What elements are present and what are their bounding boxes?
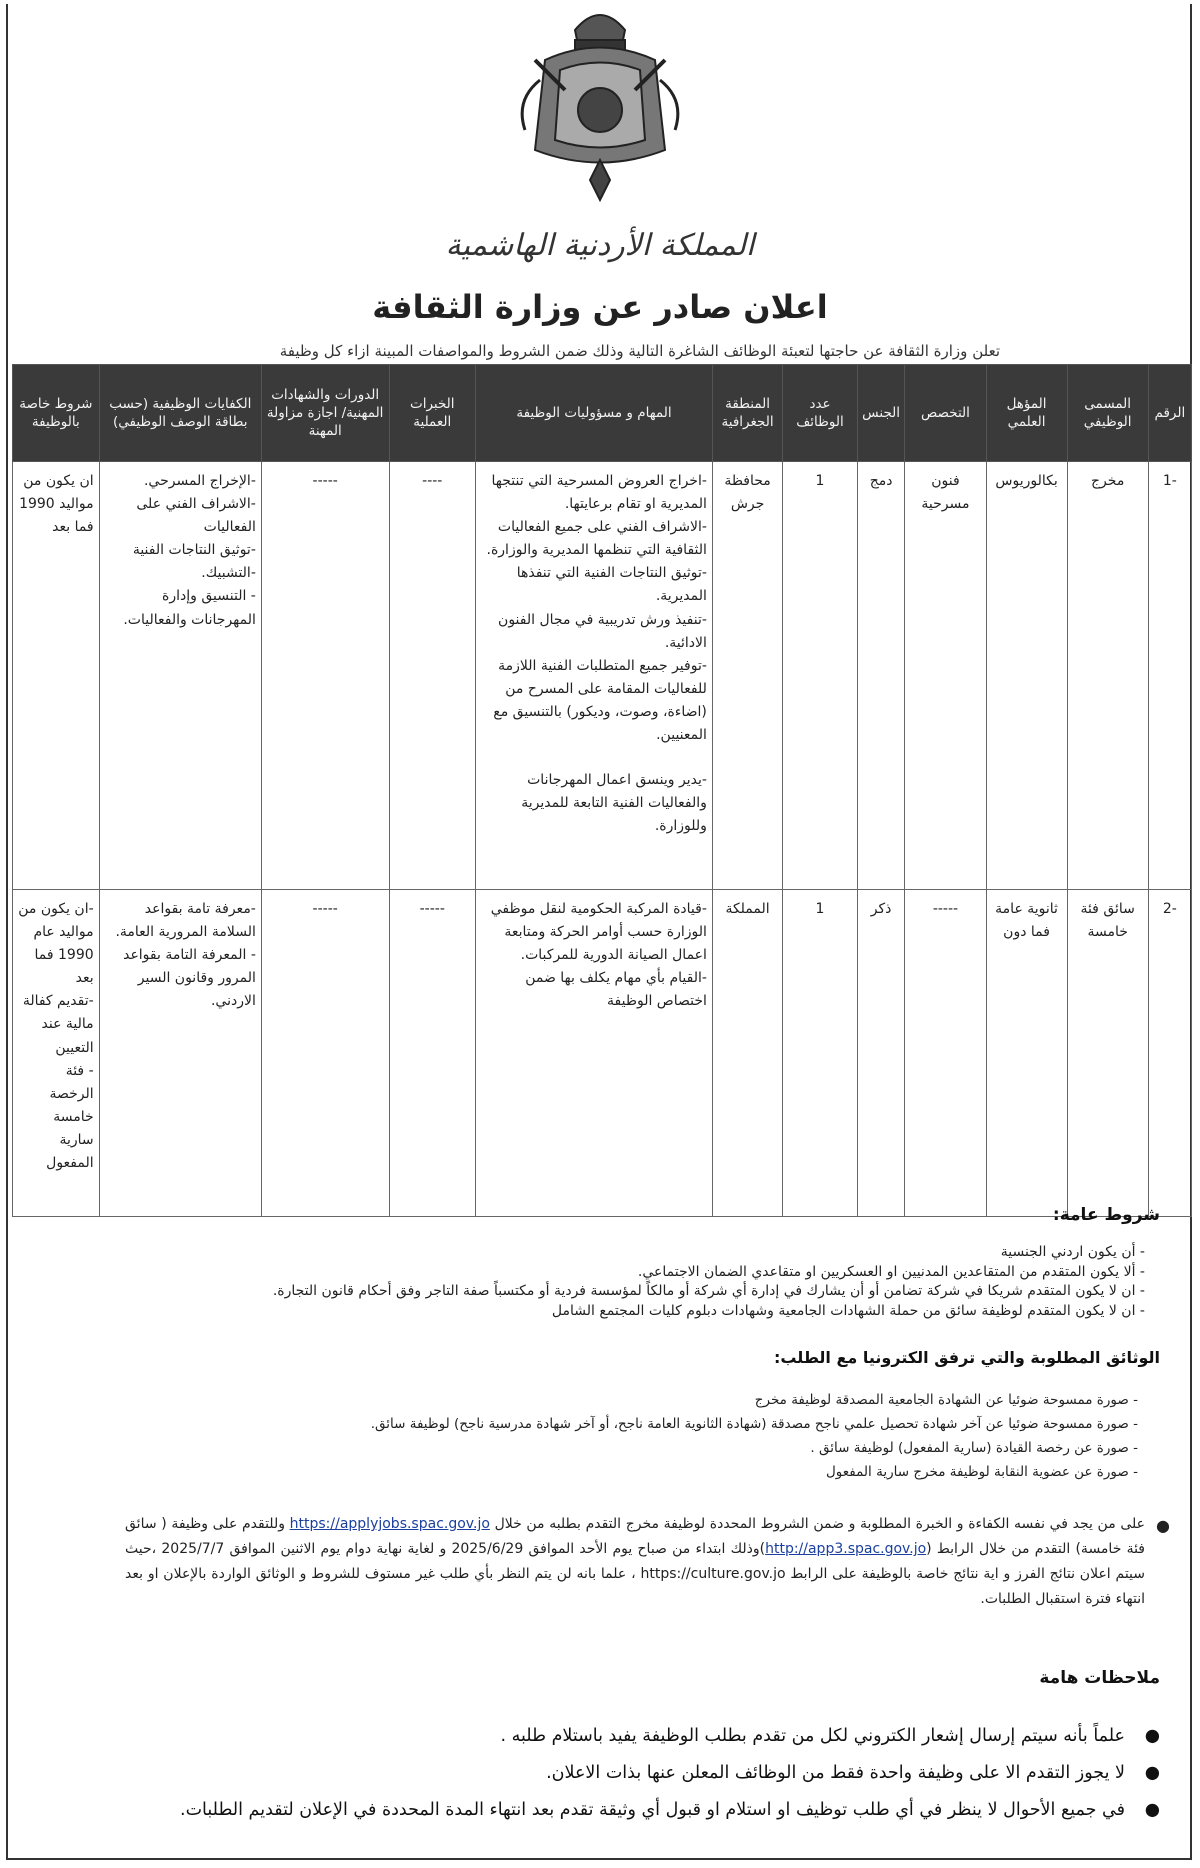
row-job-title: سائق فئة خامسة (1067, 890, 1148, 1217)
row-number: -2 (1148, 890, 1191, 1217)
competency-item: - المعرفة التامة بقواعد المرور وقانون السير الاردني. (123, 947, 256, 1010)
condition-item: - فئة الرخصة خامسة سارية المفعول (46, 1062, 94, 1172)
condition-item: -ان يكون من مواليد عام 1990 فما بعد (18, 901, 94, 987)
application-text-1: على من يجد في نفسه الكفاءة و الخبرة المطلوبة و ضمن الشروط المحددة لوظيفة مخرج التقدم بطلبه من خلال (494, 1516, 1146, 1532)
header-job-title: المسمى الوظيفي (1067, 365, 1148, 462)
header-special-conditions: شروط خاصة بالوظيفة (13, 365, 100, 462)
header-gender: الجنس (857, 365, 905, 462)
culture-link[interactable]: https://culture.gov.jo (640, 1566, 786, 1582)
header-number: الرقم (1148, 365, 1191, 462)
important-notes-title: ملاحظات هامة (1039, 1668, 1160, 1688)
header-duties: المهام و مسؤوليات الوظيفة (476, 365, 713, 462)
page-title: اعلان صادر عن وزارة الثقافة (372, 288, 828, 326)
row-specialization: ----- (905, 890, 986, 1217)
duty-item: -اخراج العروض المسرحية التي تنتجها المديرية او تقام برعايتها. (491, 473, 707, 513)
list-item: - صورة عن عضوية النقابة لوظيفة مخرج سارية المفعول (371, 1460, 1138, 1484)
competency-item: -التشبيك. (201, 565, 256, 582)
row-courses: ----- (261, 462, 389, 890)
bullet-icon: ● (1144, 1726, 1160, 1746)
duty-item: -القيام بأي مهام يكلف بها ضمن اختصاص الوظيفة (525, 970, 707, 1010)
bullet-icon: ● (1144, 1763, 1160, 1783)
apply-jobs-link[interactable]: https://applyjobs.spac.gov.jo (289, 1516, 490, 1532)
list-item (180, 1792, 1160, 1829)
row-qualification: ثانوية عامة فما دون (986, 890, 1067, 1217)
header-specialization: التخصص (905, 365, 986, 462)
competency-item: - التنسيق وإدارة المهرجانات والفعاليات. (123, 588, 256, 628)
list-item: - ألا يكون المتقدم من المتقاعدين المدنيين او العسكريين او متقاعدي الضمان الاجتماعي. (273, 1263, 1145, 1283)
duty-item: -يدير وينسق اعمال المهرجانات والفعاليات الفنية التابعة للمديرية وللوزارة. (521, 772, 707, 835)
documents-title: الوثائق المطلوبة والتي ترفق الكترونيا مع الطلب: (773, 1348, 1160, 1367)
intro-text: تعلن وزارة الثقافة عن حاجتها لتعبئة الوظائف الشاغرة التالية وذلك ضمن الشروط والمواصفات المبينة ازاء كل وظيفة (279, 342, 1000, 360)
table-row (13, 462, 1192, 890)
application-text-4: ، علما بانه لن يتم النظر بأي طلب غير مستوف للشروط و الوثائق الواردة بالإعلان او بعد انتهاء فترة استقبال الطلبات. (125, 1566, 1145, 1607)
note-text: لا يجوز التقدم الا على وظيفة واحدة فقط من الوظائف المعلن عنها بذات الاعلان. (546, 1763, 1125, 1783)
header-courses: الدورات والشهادات المهنية/ اجازة مزاولة المهنة (261, 365, 389, 462)
row-number: -1 (1148, 462, 1191, 890)
list-item: - صورة ممسوحة ضوئيا عن الشهادة الجامعية المصدقة لوظيفة مخرج (371, 1388, 1138, 1412)
list-item (180, 1718, 1160, 1755)
competency-item: -معرفة تامة بقواعد السلامة المرورية العامة. (115, 901, 256, 941)
table-row (13, 890, 1192, 1217)
duty-item: -توثيق النتاجات الفنية التي تنفذها المديرية. (516, 565, 707, 605)
jordan-coat-of-arms-icon (505, 0, 695, 215)
row-duties (476, 462, 713, 890)
row-job-title: مخرج (1067, 462, 1148, 890)
row-experience: ----- (389, 890, 476, 1217)
row-specialization: فنون مسرحية (905, 462, 986, 890)
header-experience: الخبرات العملية (389, 365, 476, 462)
general-conditions-title: شروط عامة: (1052, 1205, 1160, 1225)
duty-item: -الاشراف الفني على جميع الفعاليات الثقافية التي تنظمها المديرية والوزارة. (486, 519, 707, 559)
general-conditions-list (273, 1243, 1145, 1321)
row-gender: ذكر (857, 890, 905, 1217)
row-region: المملكة (712, 890, 782, 1217)
competency-item: -الاشراف الفني على الفعاليات (136, 496, 256, 536)
list-item: - صورة ممسوحة ضوئيا عن آخر شهادة تحصيل علمي ناجح مصدقة (شهادة الثانوية العامة ناجح، أو آخر شهادة مدرسية ناجح) لوظيفة سائق. (371, 1412, 1138, 1436)
row-competencies (99, 890, 261, 1217)
bullet-icon: ● (1144, 1800, 1160, 1820)
row-competencies (99, 462, 261, 890)
header-count: عدد الوظائف (783, 365, 858, 462)
row-qualification: بكالوريوس (986, 462, 1067, 890)
row-courses: ----- (261, 890, 389, 1217)
competency-item: -الإخراج المسرحي. (143, 473, 256, 489)
row-special-conditions (13, 890, 100, 1217)
list-item: - ان لا يكون المتقدم لوظيفة سائق من حملة الشهادات الجامعية وشهادات دبلوم كليات المجتمع الشامل (273, 1302, 1145, 1322)
row-count: 1 (783, 890, 858, 1217)
bullet-icon: ● (1156, 1516, 1170, 1535)
competency-item: -توثيق النتاجات الفنية (132, 542, 256, 559)
kingdom-name: المملكة الأردنية الهاشمية (445, 228, 755, 263)
app3-link[interactable]: http://app3.spac.gov.jo (765, 1541, 927, 1557)
row-duties (476, 890, 713, 1217)
list-item: - ان لا يكون المتقدم شريكا في شركة تضامن أو أن يشارك في إدارة أي شركة أو مالكاً لمؤسسة فردية أو مكتسباً صفة التاجر وفق أحكام قانون التجارة. (273, 1282, 1145, 1302)
documents-list (371, 1388, 1138, 1484)
duty-item: -تنفيذ ورش تدريبية في مجال الفنون الادائية. (498, 611, 707, 651)
application-note (125, 1512, 1170, 1612)
application-text-2: وللتقدم على وظيفة ( سائق فئة خامسة) التقدم من خلال الرابط ( (125, 1516, 1145, 1557)
row-experience: ---- (389, 462, 476, 890)
list-item: - أن يكون اردني الجنسية (273, 1243, 1145, 1263)
row-region: محافظة جرش (712, 462, 782, 890)
duty-item: -توفير جميع المتطلبات الفنية اللازمة للفعاليات المقامة على المسرح من (اضاءة، وصوت، وديكور) بالتنسيق مع المعنيين. (493, 657, 707, 744)
header-competencies: الكفايات الوظيفية (حسب بطاقة الوصف الوظيفي) (99, 365, 261, 462)
application-text-3: )وذلك ابتداء من صباح يوم الأحد الموافق 2025/6/29 و لغاية نهاية دوام يوم الاثنين الموافق 2025/7/7 ،حيث سيتم اعلان نتائج الفرز و اية نتائج خاصة بالوظيفة على الرابط (125, 1541, 1146, 1582)
note-text: في جميع الأحوال لا ينظر في أي طلب توظيف او استلام او قبول أي وثيقة تقدم بعد انتهاء المدة المحددة في الإعلان لتقديم الطلبات. (180, 1800, 1125, 1820)
condition-item: -تقديم كفالة مالية عند التعيين (22, 993, 94, 1056)
note-text: علماً بأنه سيتم إرسال إشعار الكتروني لكل من تقدم بطلب الوظيفة يفيد باستلام طلبه . (500, 1726, 1125, 1746)
duty-item: -قيادة المركبة الحكومية لنقل موظفي الوزارة حسب أوامر الحركة ومتابعة اعمال الصيانة الدورية للمركبات. (490, 901, 707, 964)
row-count: 1 (783, 462, 858, 890)
header-qualification: المؤهل العلمي (986, 365, 1067, 462)
row-gender: دمج (857, 462, 905, 890)
table-header-row (13, 365, 1192, 462)
row-special-conditions: ان يكون من مواليد 1990 فما بعد (13, 462, 100, 890)
header-region: المنطقة الجغرافية (712, 365, 782, 462)
jobs-table (12, 364, 1192, 1217)
important-notes-list (180, 1718, 1160, 1829)
list-item (180, 1755, 1160, 1792)
list-item: - صورة عن رخصة القيادة (سارية المفعول) لوظيفة سائق . (371, 1436, 1138, 1460)
